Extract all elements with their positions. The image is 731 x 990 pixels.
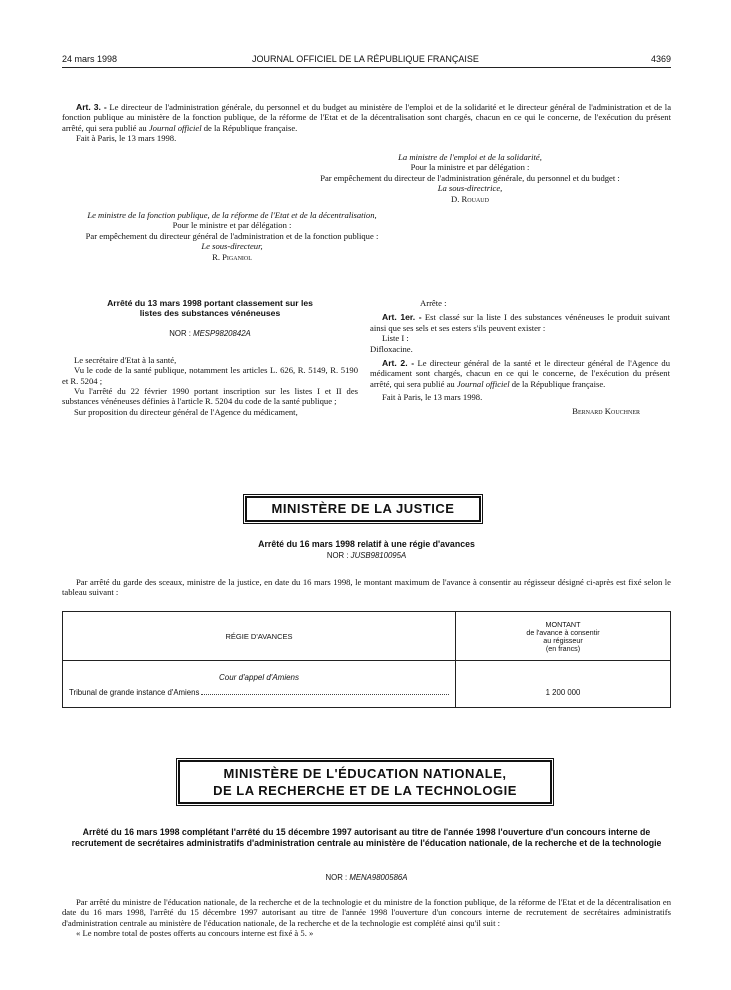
article-3-text-a: Le directeur de l'administration générale, du personnel et du budget au ministère de l'emploi et de la solidarité et le directeur général de l'administration et de la fonction publique au ministère de la fonction publique, de la réforme de l'Etat et de la décentralisation sont chargés, chacun en ce qui le concerne, de l'exécution du présent arrêté, qui sera publié au	[62, 102, 672, 133]
header-journal-title: JOURNAL OFFICIEL DE LA RÉPUBLIQUE FRANÇAISE	[252, 54, 479, 64]
ministry-justice-box	[243, 494, 483, 524]
montant-line-3: au régisseur	[543, 636, 583, 645]
signature-block-1	[270, 152, 670, 204]
nor-label: NOR :	[325, 873, 350, 882]
education-arrete-text: Par arrêté du ministre de l'éducation nationale, de la recherche et de la technologie et du ministre de la fonction publique, de la réforme de l'Etat et de la décentralisation en date du 16 mars 1998, l'arrêté du 15 décembre 1997 autorisant au titre de l'année 1998 l'ouverture d'un concours interne de recrutement de secrétaires administratifs d'administration centrale au ministère de l'éducation nationale, de la recherche et de la technologie est complété ainsi qu'il suit :	[62, 897, 671, 928]
header-rule	[62, 67, 671, 68]
article-1-label: Art. 1er. -	[382, 312, 422, 323]
nor-code: MESP9820842A	[193, 328, 251, 338]
arrete-substances-signature: Bernard Kouchner	[572, 405, 640, 416]
justice-arrete-body	[62, 577, 671, 598]
article-2-text-a: Le directeur général de la santé et le directeur général de l'Agence du médicament sont chargés, chacun en ce qui le concerne, de l'exécution du présent arrêté, qui sera publié au	[370, 358, 670, 389]
justice-arrete-text: Par arrêté du garde des sceaux, ministre de la justice, en date du 16 mars 1998, le montant maximum de l'avance à consentir au régisseur désigné ci-après est fixé selon le tableau suivant :	[62, 577, 671, 598]
nor-code: JUSB9810095A	[350, 551, 407, 560]
montant-line-1: MONTANT	[545, 620, 581, 629]
table-row-leader-dots	[201, 694, 449, 695]
justice-arrete-nor	[62, 551, 671, 560]
regie-table	[62, 611, 671, 708]
ministry-education-box	[176, 758, 554, 806]
nor-label: NOR :	[169, 328, 194, 338]
article-2-text-b: de la République française.	[509, 378, 606, 389]
education-arrete-quote: « Le nombre total de postes offerts au concours interne est fixé à 5. »	[76, 928, 314, 939]
signature-block-2	[62, 210, 402, 262]
article-3-label: Art. 3. -	[76, 102, 107, 112]
article-1-liste: Liste I :	[382, 333, 409, 344]
article-2-fait: Fait à Paris, le 13 mars 1998.	[382, 392, 483, 403]
arrete-substances-intro: Le secrétaire d'Etat à la santé,	[74, 354, 177, 365]
sig1-role: La sous-directrice,	[437, 183, 503, 194]
sig1-delegation: Pour la ministre et par délégation :	[410, 162, 530, 173]
article-3-text-b: de la République française.	[201, 122, 298, 133]
arrete-substances-left-column	[62, 298, 358, 417]
arrete-substances-vu1: Vu le code de la santé publique, notamment les articles L. 626, R. 5149, R. 5190 et R. 5204 ;	[62, 365, 358, 386]
sig2-minister: Le ministre de la fonction publique, de la réforme de l'Etat et de la décentralisation,	[87, 210, 377, 220]
montant-line-4: (en francs)	[545, 644, 581, 653]
arrete-substances-nor	[62, 329, 358, 338]
ministry-justice-title: MINISTÈRE DE LA JUSTICE	[245, 496, 481, 522]
sig2-delegation: Pour le ministre et par délégation :	[172, 220, 292, 231]
arrete-substances-vu3: Sur proposition du directeur général de l'Agence du médicament,	[74, 406, 298, 417]
sig2-empechement: Par empêchement du directeur général de l'administration et de la fonction publique :	[85, 230, 379, 241]
article-2-journal: Journal officiel	[456, 378, 510, 389]
sig1-empechement: Par empêchement du directeur de l'administration générale, du personnel et du budget :	[320, 172, 620, 183]
arrete-substances-vu2: Vu l'arrêté du 22 février 1990 portant inscription sur les listes I et II des substances vénéneuses définies à l'article R. 5204 du code de la santé publique ;	[62, 386, 358, 407]
nor-label: NOR :	[326, 551, 351, 560]
arrete-substances-title: Arrêté du 13 mars 1998 portant classement sur les listes des substances vénéneuses	[107, 298, 313, 319]
education-arrete-body	[62, 897, 671, 939]
sig2-name: R. Piganiol	[212, 251, 252, 262]
article-3-journal: Journal officiel	[148, 122, 202, 133]
table-header-montant	[456, 621, 670, 653]
education-arrete-nor	[62, 873, 671, 882]
nor-code: MENA9800586A	[349, 873, 408, 882]
sig2-role: Le sous-directeur,	[201, 241, 263, 252]
education-arrete-title: Arrêté du 16 mars 1998 complétant l'arrêté du 15 décembre 1997 autorisant au titre de l'année 1998 l'ouverture d'un concours interne de recrutement de secrétaires administratifs d'administration centrale au ministère de l'éducation nationale, de la recherche et de la technologie	[71, 827, 662, 848]
table-row-value: 1 200 000	[545, 688, 581, 697]
table-row	[69, 688, 451, 697]
table-header-rule	[63, 660, 670, 661]
justice-arrete-title: Arrêté du 16 mars 1998 relatif à une régie d'avances	[258, 539, 475, 549]
table-group-cour-appel: Cour d'appel d'Amiens	[219, 673, 299, 682]
article-1-text: Est classé sur la liste I des substances vénéneuses le produit suivant ainsi que ses sels et ses esters s'ils peuvent exister :	[370, 312, 670, 333]
article-1-substance: Difloxacine.	[370, 343, 413, 354]
article-2-label: Art. 2. -	[382, 358, 415, 369]
table-row-label: Tribunal de grande instance d'Amiens	[69, 688, 200, 697]
header-page-number: 4369	[650, 54, 671, 64]
arrete-substances-arrete: Arrête :	[420, 298, 447, 308]
arrete-substances-right-column	[370, 298, 670, 416]
ministry-education-line-1: MINISTÈRE DE L'ÉDUCATION NATIONALE,	[223, 766, 507, 781]
montant-line-2: de l'avance à consentir	[526, 628, 600, 637]
sig1-name: D. Rouaud	[451, 193, 489, 204]
table-header-regie: RÉGIE D'AVANCES	[225, 631, 293, 641]
sig1-minister: La ministre de l'emploi et de la solidarité,	[398, 152, 542, 162]
ministry-education-line-2: DE LA RECHERCHE ET DE LA TECHNOLOGIE	[213, 783, 517, 798]
article-3-fait: Fait à Paris, le 13 mars 1998.	[76, 133, 177, 144]
article-3	[62, 102, 671, 144]
header-date: 24 mars 1998	[62, 54, 118, 64]
